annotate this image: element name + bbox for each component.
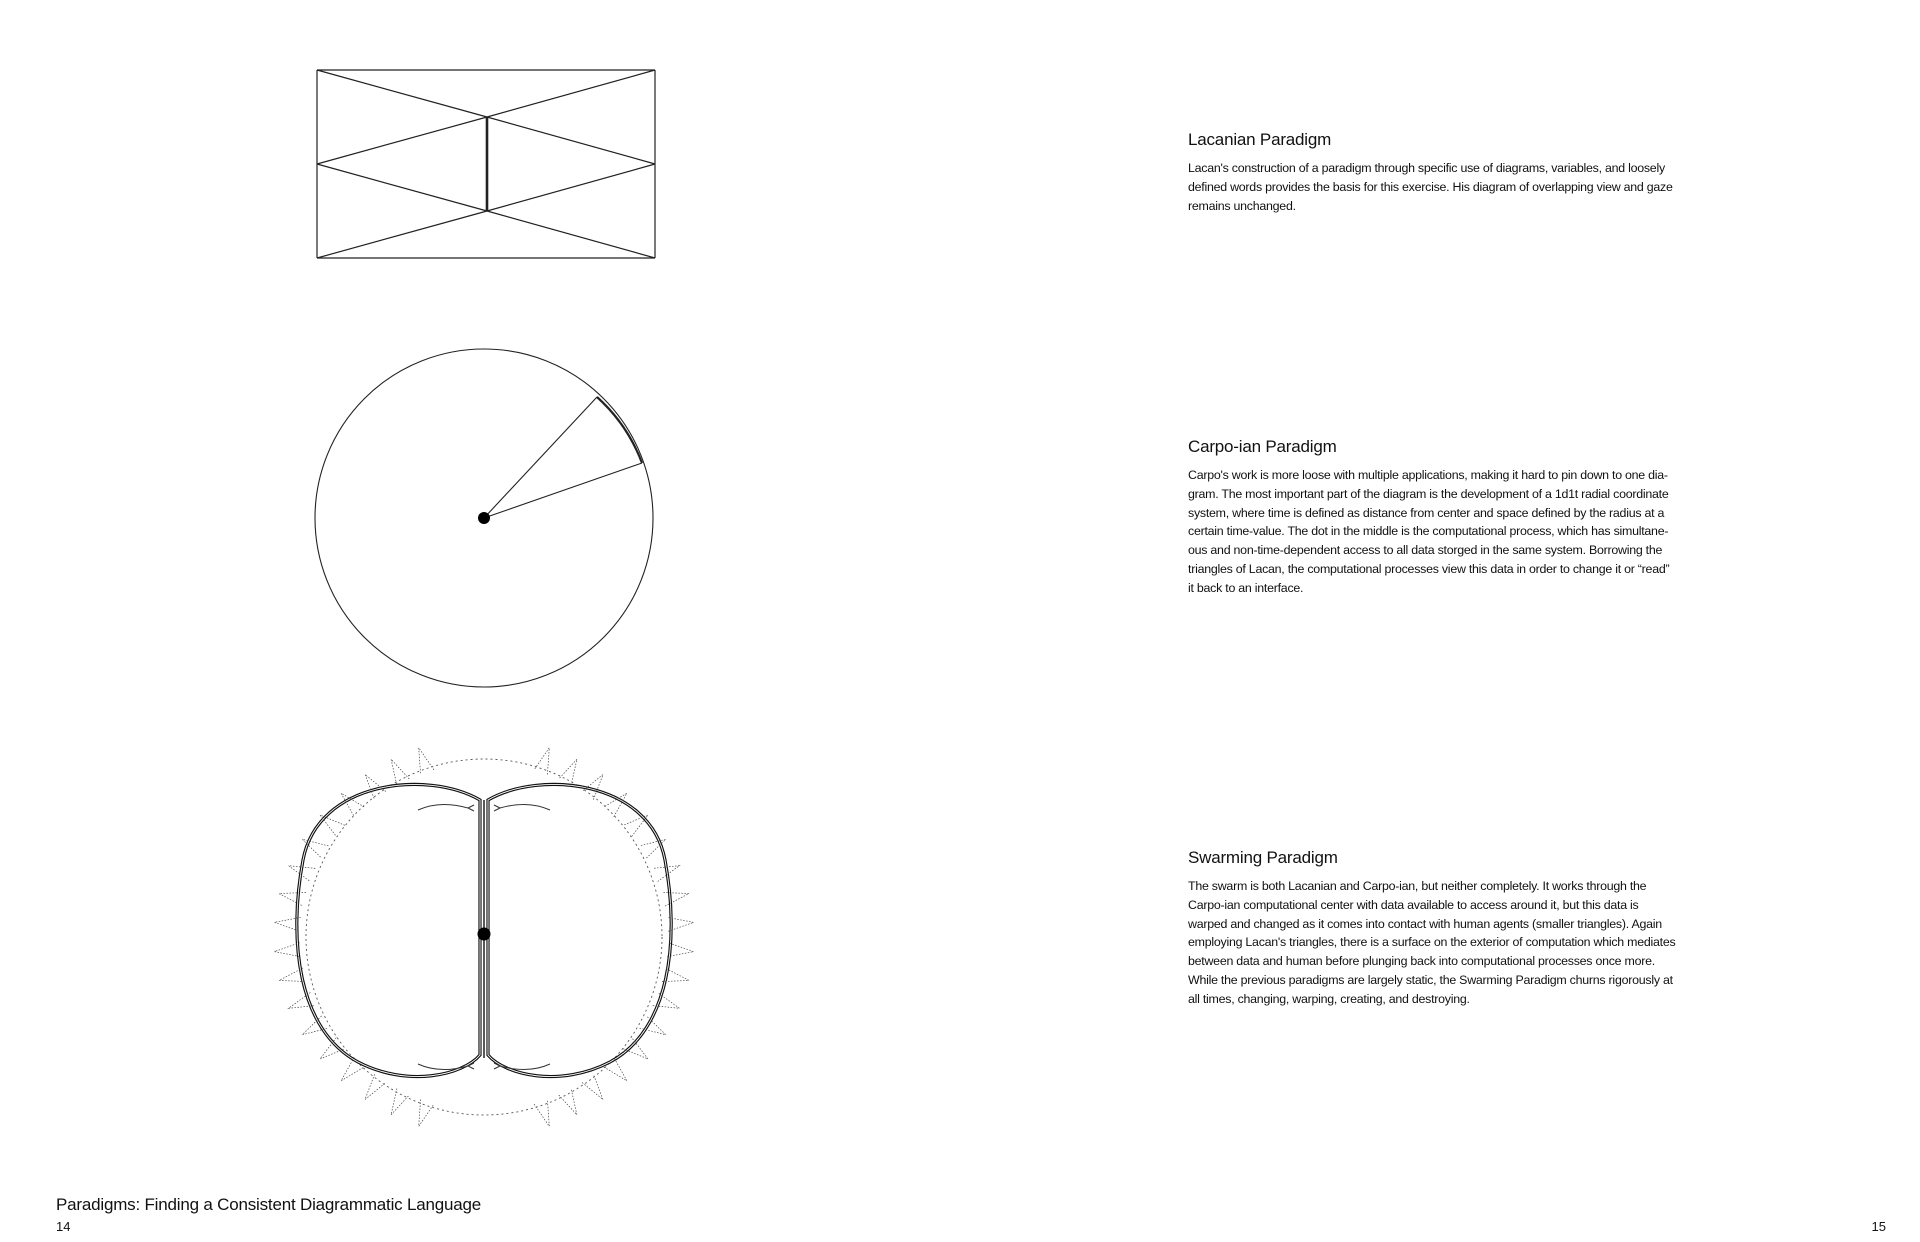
swarming-diagram — [274, 748, 693, 1127]
body-line: Carpo-ian computational center with data available to access around it, but this data is — [1188, 897, 1639, 912]
swarm-spike — [534, 748, 549, 775]
lacan-diagonal — [487, 164, 655, 211]
radius-arc — [597, 397, 642, 463]
lacanian-section — [1188, 130, 1733, 215]
lacan-diagonal — [487, 211, 655, 258]
swarm-spike — [391, 1089, 409, 1115]
lacanian-diagram — [317, 70, 655, 258]
body-line: system, where time is defined as distance from center and space defined by the radius at a — [1188, 505, 1665, 520]
lacan-diagonal — [317, 211, 487, 258]
body-line: defined words provides the basis for this exercise. His diagram of overlapping view and gaze — [1188, 179, 1673, 194]
section-title: Swarming Paradigm — [1188, 848, 1338, 867]
body-line: all times, changing, warping, creating, and destroying. — [1188, 991, 1470, 1006]
flow-arrow — [418, 804, 468, 810]
left-lobe — [297, 784, 480, 1076]
page-number-right: 15 — [1871, 1219, 1886, 1234]
swarm-spike — [419, 1100, 434, 1127]
body-line: Carpo's work is more loose with multiple applications, making it hard to pin down to one dia- — [1188, 468, 1668, 482]
book-section-title: Paradigms: Finding a Consistent Diagrammatic Language — [56, 1195, 482, 1214]
lacan-diagonal — [317, 117, 487, 164]
swarming-section — [1188, 848, 1733, 1009]
body-line: The swarm is both Lacanian and Carpo-ian, but neither completely. It works through the — [1188, 879, 1647, 893]
body-line: warped and changed as it comes into contact with human agents (smaller triangles). Again — [1188, 916, 1662, 931]
lacan-diagonal — [317, 164, 487, 211]
body-line: employing Lacan's triangles, there is a surface on the exterior of computation which mediates — [1188, 935, 1676, 950]
body-line: certain time-value. The dot in the middle is the computational process, which has simultane- — [1188, 524, 1669, 539]
body-line: it back to an interface. — [1188, 580, 1304, 595]
swarm-spike — [341, 1057, 364, 1081]
arrow-head — [468, 805, 474, 811]
body-line: ous and non-time-dependent access to all data storged in the same system. Borrowing the — [1188, 543, 1663, 558]
swarm-spike — [582, 1074, 603, 1099]
lacan-diagonal — [487, 70, 655, 117]
section-title: Carpo-ian Paradigm — [1188, 437, 1337, 456]
lacan-diagonal — [487, 117, 655, 164]
swarm-spike — [391, 759, 409, 785]
body-line: remains unchanged. — [1188, 198, 1296, 213]
swarm-spike — [419, 748, 434, 775]
center-dot — [478, 512, 490, 524]
page-number-left: 14 — [56, 1219, 71, 1234]
section-body — [1188, 466, 1733, 598]
flow-arrow — [500, 804, 550, 810]
radius-line — [484, 397, 597, 518]
section-title: Lacanian Paradigm — [1188, 130, 1332, 149]
body-line: between data and human before plunging back into computational processes once more. — [1188, 954, 1655, 969]
arrow-head — [494, 805, 500, 811]
lacan-diagonal — [317, 70, 487, 117]
swarm-spike — [604, 1057, 627, 1081]
swarm-spike — [559, 1089, 577, 1115]
body-line: gram. The most important part of the diagram is the development of a 1d1t radial coordinate — [1188, 486, 1669, 501]
swarm-spike — [279, 892, 306, 906]
radius-line — [484, 463, 642, 518]
section-body — [1188, 159, 1733, 215]
body-line: Lacan's construction of a paradigm through specific use of diagrams, variables, and loosely — [1188, 161, 1665, 175]
swarm-spike — [662, 892, 689, 906]
swarm-spike — [653, 993, 680, 1009]
body-line: triangles of Lacan, the computational processes view this data in order to change it or “read” — [1188, 561, 1670, 576]
body-line: While the previous paradigms are largely static, the Swarming Paradigm churns rigorously at — [1188, 972, 1673, 987]
right-lobe — [488, 784, 671, 1076]
computation-dot — [478, 928, 491, 941]
section-body — [1188, 877, 1733, 1009]
swarm-spike — [559, 759, 577, 785]
carpo-ian-section — [1188, 437, 1733, 598]
carpo-ian-diagram — [315, 349, 653, 687]
